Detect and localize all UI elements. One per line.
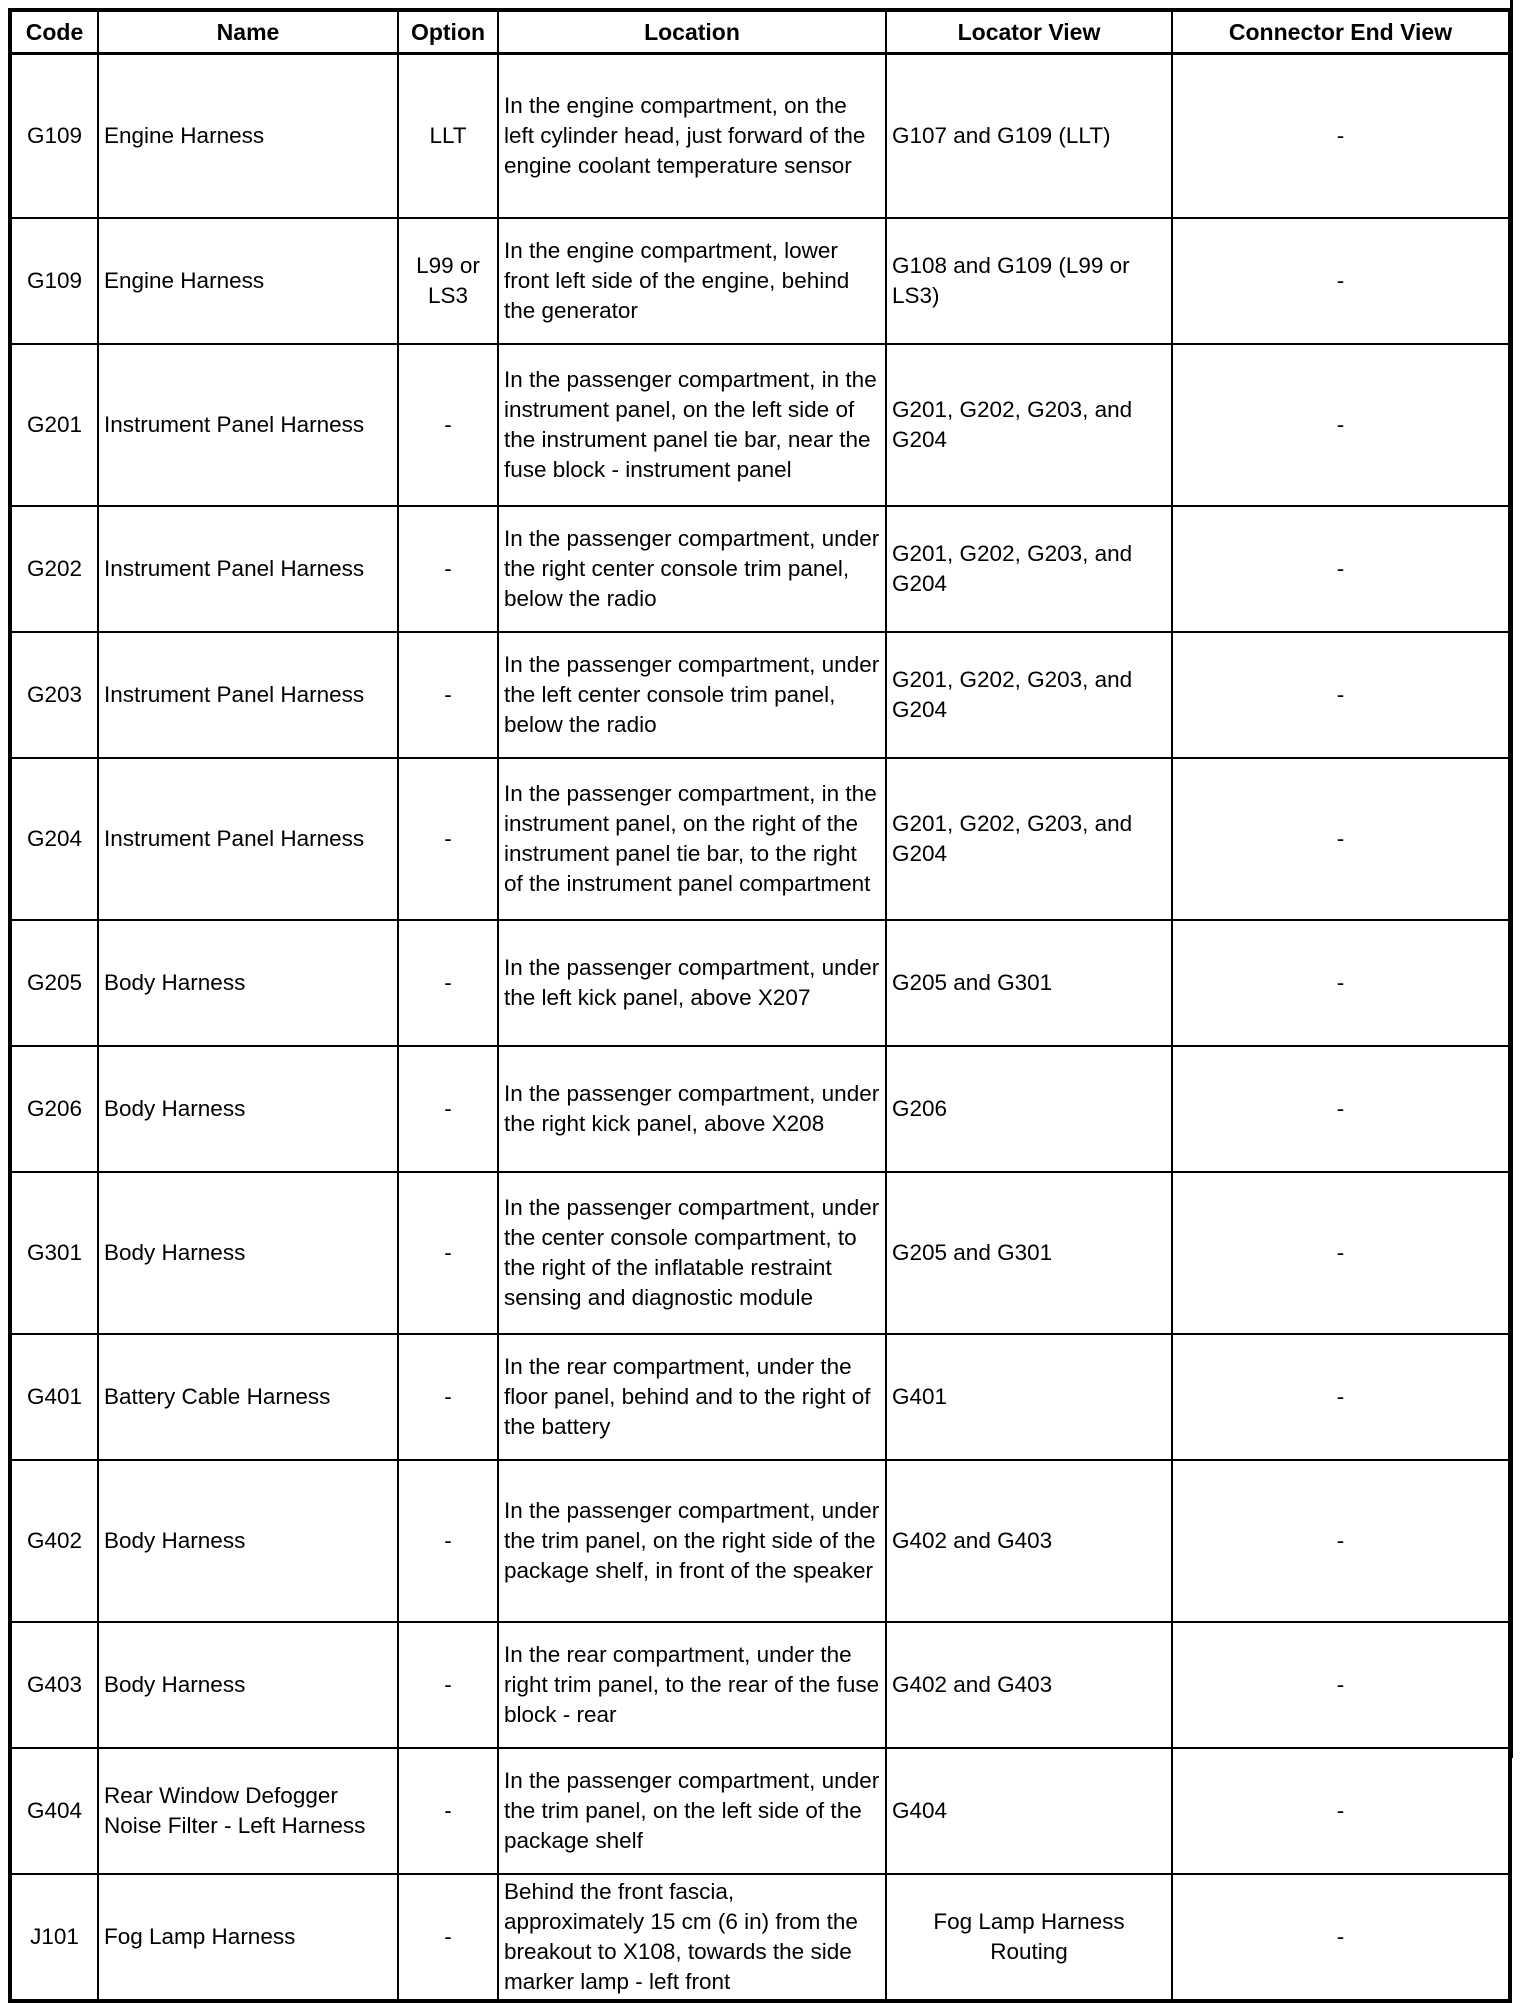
cell-option: - bbox=[398, 1874, 498, 2001]
cell-option: - bbox=[398, 1334, 498, 1460]
cell-name: Battery Cable Harness bbox=[98, 1334, 398, 1460]
page-edge-divider bbox=[1510, 0, 1513, 1758]
cell-connector-end-view: - bbox=[1172, 54, 1510, 219]
table-row bbox=[10, 344, 1510, 506]
cell-code: G206 bbox=[10, 1046, 98, 1172]
cell-location: In the engine compartment, on the left cylinder head, just forward of the engine coolant temperature sensor bbox=[498, 54, 886, 219]
cell-locator-view[interactable]: G205 and G301 bbox=[886, 1172, 1172, 1334]
cell-connector-end-view: - bbox=[1172, 506, 1510, 632]
table-row bbox=[10, 1046, 1510, 1172]
cell-connector-end-view: - bbox=[1172, 1172, 1510, 1334]
table-row bbox=[10, 1172, 1510, 1334]
cell-name: Instrument Panel Harness bbox=[98, 506, 398, 632]
cell-option: - bbox=[398, 920, 498, 1046]
cell-code: G203 bbox=[10, 632, 98, 758]
cell-name: Body Harness bbox=[98, 920, 398, 1046]
cell-code: G201 bbox=[10, 344, 98, 506]
cell-connector-end-view: - bbox=[1172, 1460, 1510, 1622]
cell-location: In the passenger compartment, under the trim panel, on the left side of the package shelf bbox=[498, 1748, 886, 1874]
cell-locator-view[interactable]: G201, G202, G203, and G204 bbox=[886, 632, 1172, 758]
cell-locator-view[interactable]: G201, G202, G203, and G204 bbox=[886, 506, 1172, 632]
cell-code: G401 bbox=[10, 1334, 98, 1460]
cell-location: In the passenger compartment, under the right center console trim panel, below the radio bbox=[498, 506, 886, 632]
cell-option: - bbox=[398, 344, 498, 506]
table-row bbox=[10, 1748, 1510, 1874]
cell-name: Body Harness bbox=[98, 1172, 398, 1334]
table-row bbox=[10, 1334, 1510, 1460]
table-header-row bbox=[10, 10, 1510, 54]
cell-location: Behind the front fascia, approximately 15 cm (6 in) from the breakout to X108, towards the side marker lamp - left front bbox=[498, 1874, 886, 2001]
cell-code: G202 bbox=[10, 506, 98, 632]
cell-location: In the passenger compartment, under the trim panel, on the right side of the package shelf, in front of the speaker bbox=[498, 1460, 886, 1622]
table-row bbox=[10, 506, 1510, 632]
table-row bbox=[10, 1460, 1510, 1622]
table-row bbox=[10, 1874, 1510, 2001]
cell-connector-end-view: - bbox=[1172, 1748, 1510, 1874]
table-row bbox=[10, 758, 1510, 920]
cell-locator-view[interactable]: G402 and G403 bbox=[886, 1460, 1172, 1622]
cell-connector-end-view: - bbox=[1172, 632, 1510, 758]
cell-code: G204 bbox=[10, 758, 98, 920]
cell-option: LLT bbox=[398, 54, 498, 219]
cell-option: - bbox=[398, 1748, 498, 1874]
cell-locator-view[interactable]: G404 bbox=[886, 1748, 1172, 1874]
cell-location: In the passenger compartment, in the instrument panel, on the left side of the instrument panel tie bar, near the fuse block - instrument panel bbox=[498, 344, 886, 506]
cell-code: G403 bbox=[10, 1622, 98, 1748]
cell-code: G205 bbox=[10, 920, 98, 1046]
table-row bbox=[10, 632, 1510, 758]
cell-option: L99 or LS3 bbox=[398, 218, 498, 344]
cell-option: - bbox=[398, 1460, 498, 1622]
cell-connector-end-view: - bbox=[1172, 1622, 1510, 1748]
cell-locator-view[interactable]: G401 bbox=[886, 1334, 1172, 1460]
cell-option: - bbox=[398, 1046, 498, 1172]
cell-code: G404 bbox=[10, 1748, 98, 1874]
cell-location: In the passenger compartment, under the left center console trim panel, below the radio bbox=[498, 632, 886, 758]
cell-locator-view[interactable]: G206 bbox=[886, 1046, 1172, 1172]
cell-code: G301 bbox=[10, 1172, 98, 1334]
cell-option: - bbox=[398, 506, 498, 632]
cell-name: Fog Lamp Harness bbox=[98, 1874, 398, 2001]
cell-locator-view[interactable]: G402 and G403 bbox=[886, 1622, 1172, 1748]
cell-option: - bbox=[398, 758, 498, 920]
cell-code: G109 bbox=[10, 54, 98, 219]
cell-option: - bbox=[398, 632, 498, 758]
ground-locations-table-container bbox=[8, 8, 1512, 2003]
cell-locator-view[interactable]: G107 and G109 (LLT) bbox=[886, 54, 1172, 219]
cell-connector-end-view: - bbox=[1172, 218, 1510, 344]
cell-name: Instrument Panel Harness bbox=[98, 758, 398, 920]
cell-code: J101 bbox=[10, 1874, 98, 2001]
cell-name: Rear Window Defogger Noise Filter - Left Harness bbox=[98, 1748, 398, 1874]
header-locator-view: Locator View bbox=[886, 10, 1172, 54]
cell-connector-end-view: - bbox=[1172, 920, 1510, 1046]
cell-location: In the engine compartment, lower front left side of the engine, behind the generator bbox=[498, 218, 886, 344]
cell-locator-view[interactable]: G205 and G301 bbox=[886, 920, 1172, 1046]
cell-location: In the rear compartment, under the floor panel, behind and to the right of the battery bbox=[498, 1334, 886, 1460]
cell-connector-end-view: - bbox=[1172, 1334, 1510, 1460]
header-connector-end-view: Connector End View bbox=[1172, 10, 1510, 54]
cell-name: Engine Harness bbox=[98, 54, 398, 219]
cell-location: In the passenger compartment, in the instrument panel, on the right of the instrument panel tie bar, to the right of the instrument panel compartment bbox=[498, 758, 886, 920]
cell-locator-view[interactable]: Fog Lamp Harness Routing bbox=[886, 1874, 1172, 2001]
table-row bbox=[10, 920, 1510, 1046]
cell-name: Body Harness bbox=[98, 1460, 398, 1622]
table-row bbox=[10, 218, 1510, 344]
cell-connector-end-view: - bbox=[1172, 1046, 1510, 1172]
cell-code: G402 bbox=[10, 1460, 98, 1622]
ground-locations-table bbox=[8, 8, 1512, 2003]
cell-name: Engine Harness bbox=[98, 218, 398, 344]
header-code: Code bbox=[10, 10, 98, 54]
cell-location: In the passenger compartment, under the center console compartment, to the right of the inflatable restraint sensing and diagnostic module bbox=[498, 1172, 886, 1334]
cell-name: Body Harness bbox=[98, 1046, 398, 1172]
cell-connector-end-view: - bbox=[1172, 758, 1510, 920]
header-location: Location bbox=[498, 10, 886, 54]
cell-locator-view[interactable]: G201, G202, G203, and G204 bbox=[886, 344, 1172, 506]
cell-connector-end-view: - bbox=[1172, 1874, 1510, 2001]
cell-location: In the passenger compartment, under the right kick panel, above X208 bbox=[498, 1046, 886, 1172]
cell-connector-end-view: - bbox=[1172, 344, 1510, 506]
cell-code: G109 bbox=[10, 218, 98, 344]
cell-name: Instrument Panel Harness bbox=[98, 632, 398, 758]
cell-locator-view[interactable]: G201, G202, G203, and G204 bbox=[886, 758, 1172, 920]
header-option: Option bbox=[398, 10, 498, 54]
cell-option: - bbox=[398, 1172, 498, 1334]
cell-location: In the passenger compartment, under the left kick panel, above X207 bbox=[498, 920, 886, 1046]
cell-location: In the rear compartment, under the right trim panel, to the rear of the fuse block - rear bbox=[498, 1622, 886, 1748]
header-name: Name bbox=[98, 10, 398, 54]
cell-name: Instrument Panel Harness bbox=[98, 344, 398, 506]
cell-option: - bbox=[398, 1622, 498, 1748]
table-row bbox=[10, 1622, 1510, 1748]
table-row bbox=[10, 54, 1510, 219]
cell-name: Body Harness bbox=[98, 1622, 398, 1748]
cell-locator-view[interactable]: G108 and G109 (L99 or LS3) bbox=[886, 218, 1172, 344]
